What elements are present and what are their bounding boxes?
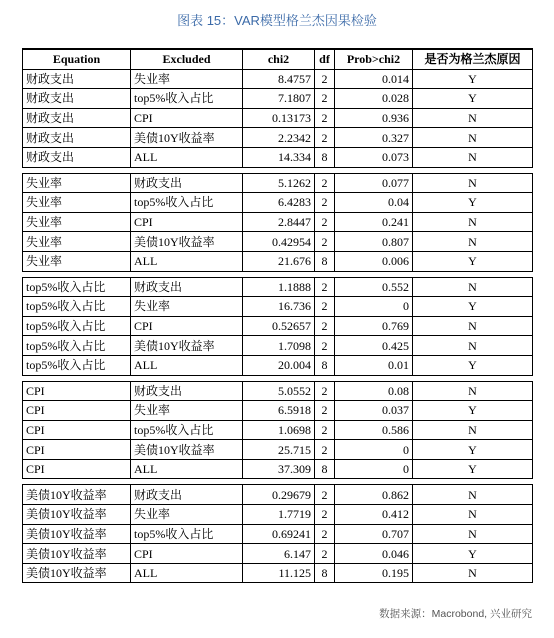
prob-cell: 0.08: [335, 381, 413, 401]
prob-cell: 0.769: [335, 316, 413, 336]
granger-cell: Y: [413, 69, 533, 89]
excluded-cell: ALL: [131, 459, 243, 479]
excluded-cell: 失业率: [131, 505, 243, 525]
figure-title: 图表 15：VAR模型格兰杰因果检验: [177, 13, 377, 28]
prob-cell: 0.073: [335, 147, 413, 167]
prob-cell: 0.241: [335, 212, 413, 232]
table-row: [23, 212, 533, 232]
df-cell: 2: [315, 544, 335, 564]
table-row: [23, 89, 533, 109]
prob-cell: 0.04: [335, 193, 413, 213]
excluded-cell: top5%收入占比: [131, 193, 243, 213]
table-row: [23, 355, 533, 375]
df-cell: 2: [315, 381, 335, 401]
excluded-cell: CPI: [131, 544, 243, 564]
equation-cell: 失业率: [23, 193, 131, 213]
granger-cell: Y: [413, 193, 533, 213]
table-row: [23, 147, 533, 167]
chi2-cell: 14.334: [243, 147, 315, 167]
granger-cell: N: [413, 108, 533, 128]
granger-cell: N: [413, 485, 533, 505]
granger-table: [22, 48, 533, 583]
prob-cell: 0.936: [335, 108, 413, 128]
equation-cell: 财政支出: [23, 147, 131, 167]
df-cell: 2: [315, 173, 335, 193]
granger-cell: Y: [413, 401, 533, 421]
chi2-cell: 0.13173: [243, 108, 315, 128]
df-cell: 2: [315, 336, 335, 356]
table-row: [23, 128, 533, 148]
excluded-cell: 失业率: [131, 401, 243, 421]
granger-cell: N: [413, 420, 533, 440]
excluded-cell: 财政支出: [131, 277, 243, 297]
table-row: [23, 173, 533, 193]
granger-cell: N: [413, 505, 533, 525]
chi2-cell: 0.29679: [243, 485, 315, 505]
excluded-cell: CPI: [131, 316, 243, 336]
chi2-cell: 25.715: [243, 440, 315, 460]
chi2-cell: 6.147: [243, 544, 315, 564]
prob-cell: 0.327: [335, 128, 413, 148]
chi2-cell: 21.676: [243, 251, 315, 271]
chi2-cell: 16.736: [243, 297, 315, 317]
equation-cell: CPI: [23, 440, 131, 460]
granger-cell: N: [413, 316, 533, 336]
prob-cell: 0.807: [335, 232, 413, 252]
granger-cell: N: [413, 232, 533, 252]
granger-cell: Y: [413, 297, 533, 317]
equation-cell: 失业率: [23, 212, 131, 232]
granger-cell: Y: [413, 251, 533, 271]
df-cell: 2: [315, 128, 335, 148]
excluded-cell: top5%收入占比: [131, 524, 243, 544]
df-cell: 2: [315, 505, 335, 525]
granger-cell: N: [413, 277, 533, 297]
df-cell: 8: [315, 251, 335, 271]
df-cell: 2: [315, 89, 335, 109]
equation-cell: 失业率: [23, 232, 131, 252]
granger-cell: Y: [413, 544, 533, 564]
df-cell: 2: [315, 297, 335, 317]
table-row: [23, 277, 533, 297]
excluded-cell: top5%收入占比: [131, 420, 243, 440]
table-row: [23, 459, 533, 479]
excluded-cell: 美债10Y收益率: [131, 440, 243, 460]
equation-cell: top5%收入占比: [23, 336, 131, 356]
granger-cell: Y: [413, 355, 533, 375]
prob-cell: 0: [335, 440, 413, 460]
df-cell: 2: [315, 193, 335, 213]
table-row: [23, 563, 533, 583]
chi2-cell: 1.0698: [243, 420, 315, 440]
equation-cell: 财政支出: [23, 69, 131, 89]
table-row: [23, 69, 533, 89]
df-cell: 8: [315, 563, 335, 583]
header-excluded: Excluded: [131, 49, 243, 69]
excluded-cell: 失业率: [131, 297, 243, 317]
equation-cell: top5%收入占比: [23, 297, 131, 317]
equation-cell: 财政支出: [23, 89, 131, 109]
chi2-cell: 1.7098: [243, 336, 315, 356]
table-row: [23, 440, 533, 460]
chi2-cell: 37.309: [243, 459, 315, 479]
chi2-cell: 0.42954: [243, 232, 315, 252]
table-row: [23, 505, 533, 525]
granger-cell: N: [413, 147, 533, 167]
granger-cell: N: [413, 563, 533, 583]
equation-cell: 财政支出: [23, 128, 131, 148]
source-note: 数据来源：Macrobond, 兴业研究: [379, 608, 532, 620]
granger-cell: Y: [413, 89, 533, 109]
table-row: [23, 232, 533, 252]
excluded-cell: 失业率: [131, 69, 243, 89]
table-body: [23, 69, 533, 583]
df-cell: 2: [315, 108, 335, 128]
excluded-cell: ALL: [131, 355, 243, 375]
table-row: [23, 401, 533, 421]
prob-cell: 0.862: [335, 485, 413, 505]
header-equation: Equation: [23, 49, 131, 69]
df-cell: 2: [315, 401, 335, 421]
granger-cell: N: [413, 212, 533, 232]
equation-cell: 美债10Y收益率: [23, 485, 131, 505]
df-cell: 8: [315, 147, 335, 167]
chi2-cell: 7.1807: [243, 89, 315, 109]
table-row: [23, 336, 533, 356]
equation-cell: 美债10Y收益率: [23, 563, 131, 583]
excluded-cell: 美债10Y收益率: [131, 128, 243, 148]
prob-cell: 0: [335, 459, 413, 479]
df-cell: 8: [315, 459, 335, 479]
chi2-cell: 5.1262: [243, 173, 315, 193]
equation-cell: CPI: [23, 381, 131, 401]
equation-cell: 美债10Y收益率: [23, 524, 131, 544]
prob-cell: 0.425: [335, 336, 413, 356]
excluded-cell: CPI: [131, 108, 243, 128]
excluded-cell: 财政支出: [131, 173, 243, 193]
df-cell: 2: [315, 212, 335, 232]
prob-cell: 0.01: [335, 355, 413, 375]
df-cell: 2: [315, 440, 335, 460]
df-cell: 2: [315, 277, 335, 297]
table-row: [23, 485, 533, 505]
prob-cell: 0.006: [335, 251, 413, 271]
prob-cell: 0.028: [335, 89, 413, 109]
chi2-cell: 8.4757: [243, 69, 315, 89]
df-cell: 2: [315, 316, 335, 336]
prob-cell: 0.014: [335, 69, 413, 89]
table-row: [23, 381, 533, 401]
granger-cell: N: [413, 173, 533, 193]
table-row: [23, 524, 533, 544]
equation-cell: CPI: [23, 401, 131, 421]
df-cell: 2: [315, 69, 335, 89]
df-cell: 2: [315, 420, 335, 440]
table-row: [23, 251, 533, 271]
granger-cell: N: [413, 381, 533, 401]
excluded-cell: CPI: [131, 212, 243, 232]
equation-cell: 财政支出: [23, 108, 131, 128]
chi2-cell: 2.8447: [243, 212, 315, 232]
header-prob: Prob>chi2: [335, 49, 413, 69]
prob-cell: 0.552: [335, 277, 413, 297]
excluded-cell: top5%收入占比: [131, 89, 243, 109]
chi2-cell: 11.125: [243, 563, 315, 583]
header-row: [23, 49, 533, 69]
table-row: [23, 544, 533, 564]
chi2-cell: 0.69241: [243, 524, 315, 544]
granger-cell: N: [413, 336, 533, 356]
header-df: df: [315, 49, 335, 69]
prob-cell: 0.195: [335, 563, 413, 583]
excluded-cell: 财政支出: [131, 485, 243, 505]
equation-cell: 美债10Y收益率: [23, 505, 131, 525]
chi2-cell: 6.5918: [243, 401, 315, 421]
granger-cell: Y: [413, 459, 533, 479]
equation-cell: 失业率: [23, 173, 131, 193]
equation-cell: CPI: [23, 459, 131, 479]
excluded-cell: ALL: [131, 147, 243, 167]
prob-cell: 0.077: [335, 173, 413, 193]
df-cell: 2: [315, 524, 335, 544]
prob-cell: 0.707: [335, 524, 413, 544]
equation-cell: top5%收入占比: [23, 316, 131, 336]
prob-cell: 0.037: [335, 401, 413, 421]
chi2-cell: 1.7719: [243, 505, 315, 525]
table-row: [23, 108, 533, 128]
excluded-cell: 财政支出: [131, 381, 243, 401]
table-row: [23, 297, 533, 317]
header-chi2: chi2: [243, 49, 315, 69]
equation-cell: 美债10Y收益率: [23, 544, 131, 564]
header-granger: 是否为格兰杰原因: [413, 49, 533, 69]
equation-cell: top5%收入占比: [23, 277, 131, 297]
excluded-cell: ALL: [131, 251, 243, 271]
equation-cell: top5%收入占比: [23, 355, 131, 375]
equation-cell: CPI: [23, 420, 131, 440]
df-cell: 2: [315, 232, 335, 252]
chi2-cell: 1.1888: [243, 277, 315, 297]
chi2-cell: 6.4283: [243, 193, 315, 213]
df-cell: 2: [315, 485, 335, 505]
prob-cell: 0.586: [335, 420, 413, 440]
granger-cell: N: [413, 524, 533, 544]
chi2-cell: 0.52657: [243, 316, 315, 336]
chi2-cell: 20.004: [243, 355, 315, 375]
table-row: [23, 316, 533, 336]
prob-cell: 0.046: [335, 544, 413, 564]
table-row: [23, 193, 533, 213]
excluded-cell: ALL: [131, 563, 243, 583]
granger-cell: Y: [413, 440, 533, 460]
granger-cell: N: [413, 128, 533, 148]
table-row: [23, 420, 533, 440]
excluded-cell: 美债10Y收益率: [131, 232, 243, 252]
equation-cell: 失业率: [23, 251, 131, 271]
prob-cell: 0.412: [335, 505, 413, 525]
excluded-cell: 美债10Y收益率: [131, 336, 243, 356]
prob-cell: 0: [335, 297, 413, 317]
df-cell: 8: [315, 355, 335, 375]
chi2-cell: 2.2342: [243, 128, 315, 148]
chi2-cell: 5.0552: [243, 381, 315, 401]
